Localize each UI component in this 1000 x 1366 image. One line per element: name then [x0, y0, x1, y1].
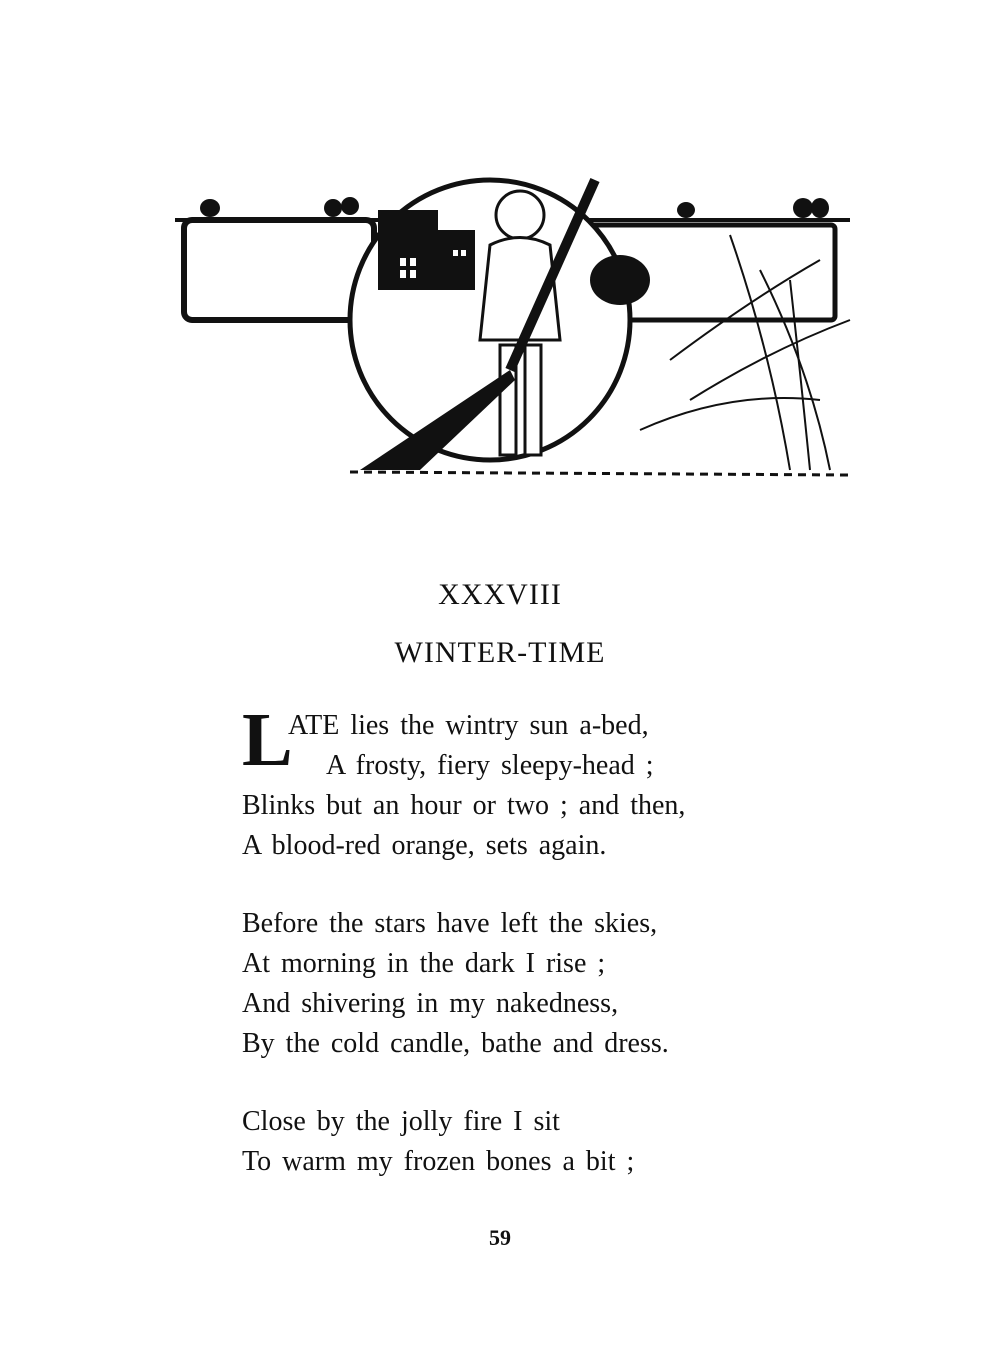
poem-line: ATE lies the wintry sun a-bed, — [288, 710, 649, 741]
page-number: 59 — [489, 1225, 511, 1250]
poem-stanza-3 — [242, 1102, 634, 1182]
winter-child-sweeping-snow-illustration — [170, 150, 860, 490]
poem-line: To warm my frozen bones a bit ; — [242, 1146, 635, 1177]
chapter-number: XXXVIII — [438, 578, 562, 611]
poem-line: Close by the jolly fire I sit — [242, 1106, 560, 1137]
poem-line: By the cold candle, bathe and dress. — [242, 1028, 669, 1059]
chapter-title: WINTER-TIME — [394, 636, 606, 669]
poem-line: Blinks but an hour or two ; and then, — [242, 790, 686, 821]
poem-line: At morning in the dark I rise ; — [242, 948, 606, 979]
drop-cap: L — [242, 698, 293, 782]
poem-line: A blood-red orange, sets again. — [242, 830, 607, 861]
poem-line — [288, 706, 649, 746]
poem-line: And shivering in my nakedness, — [242, 988, 619, 1019]
poem-line: A frosty, fiery sleepy-head ; — [326, 750, 654, 781]
poem-line: Before the stars have left the skies, — [242, 908, 658, 939]
poem-stanza-2 — [242, 904, 669, 1064]
poem-stanza-1 — [242, 746, 685, 866]
